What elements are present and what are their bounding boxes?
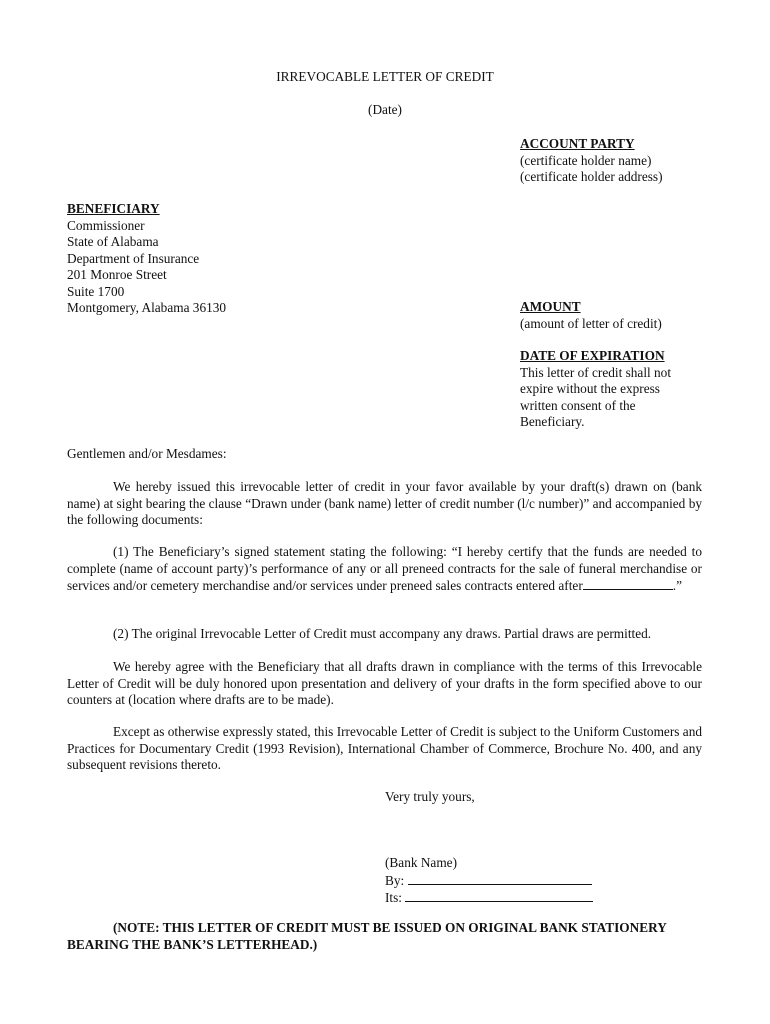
date-blank-line <box>583 577 673 590</box>
expiration-line: expire without the express <box>520 381 660 396</box>
condition-1-tail: .” <box>672 578 682 593</box>
document-date: (Date) <box>368 102 402 117</box>
closing: Very truly yours, <box>385 789 475 804</box>
body-paragraph-condition-2: (2) The original Irrevocable Letter of Credit must accompany any draws. Partial draws are permitted. <box>113 626 652 641</box>
expiration-heading: DATE OF EXPIRATION <box>520 348 665 363</box>
stationery-note: (NOTE: THIS LETTER OF CREDIT MUST BE ISSUED ON ORIGINAL BANK STATIONERY BEARING THE BANK’S LETTERHEAD.) <box>67 920 667 952</box>
body-paragraph: Except as otherwise expressly stated, this Irrevocable Letter of Credit is subject to the Uniform Customers and Practices for Documentary Credit (1993 Revision), International Chamber of Commerce, Brochure No. 400, and any subsequent revisions thereto. <box>67 724 702 772</box>
document-title: IRREVOCABLE LETTER OF CREDIT <box>276 69 494 84</box>
expiration-block <box>520 348 671 431</box>
beneficiary-line: Commissioner <box>67 217 145 233</box>
account-party-line: (certificate holder address) <box>520 169 663 184</box>
by-line <box>385 872 593 890</box>
signature-blank-line <box>408 872 592 885</box>
its-line <box>385 889 593 907</box>
bank-name: (Bank Name) <box>385 855 457 870</box>
expiration-line: This letter of credit shall not <box>520 364 672 380</box>
amount-heading: AMOUNT <box>520 299 581 314</box>
salutation: Gentlemen and/or Mesdames: <box>67 446 227 461</box>
beneficiary-heading: BENEFICIARY <box>67 201 160 216</box>
signature-block <box>385 855 593 907</box>
body-paragraph: We hereby agree with the Beneficiary that all drafts drawn in compliance with the terms of this Irrevocable Letter of Credit will be duly honored upon presentation and delivery of your drafts in the form specified above to our counters at (location where drafts are to be made). <box>67 659 702 707</box>
account-party-line: (certificate holder name) <box>520 152 652 168</box>
expiration-line: Beneficiary. <box>520 414 585 429</box>
beneficiary-line: Department of Insurance <box>67 250 200 266</box>
beneficiary-line: 201 Monroe Street <box>67 267 167 282</box>
account-party-block <box>520 136 663 186</box>
amount-block <box>520 299 662 332</box>
body-paragraph: We hereby issued this irrevocable letter of credit in your favor available by your draft(s) drawn on (bank name) at sight bearing the clause “Drawn under (bank name) letter of credit number (l/c number)” and accompanied by the following documents: <box>67 479 702 527</box>
title-blank-line <box>405 889 593 902</box>
beneficiary-line: Montgomery, Alabama 36130 <box>67 300 227 315</box>
amount-line: (amount of letter of credit) <box>520 315 662 331</box>
condition-1-text: (1) The Beneficiary’s signed statement stating the following: “I hereby certify that the funds are needed to complete (name of account party)’s performance of any or all preneed contracts for the sale of funeral merchandise or services and/or cemetery merchandise and/or services under preneed sales contracts entered after <box>67 544 702 593</box>
beneficiary-line: Suite 1700 <box>67 283 125 299</box>
its-label: Its: <box>385 890 402 905</box>
beneficiary-block <box>67 201 226 317</box>
beneficiary-line: State of Alabama <box>67 234 159 249</box>
expiration-line: written consent of the <box>520 397 636 413</box>
by-label: By: <box>385 872 405 888</box>
body-paragraph-condition-1 <box>67 544 702 595</box>
account-party-heading: ACCOUNT PARTY <box>520 136 635 151</box>
